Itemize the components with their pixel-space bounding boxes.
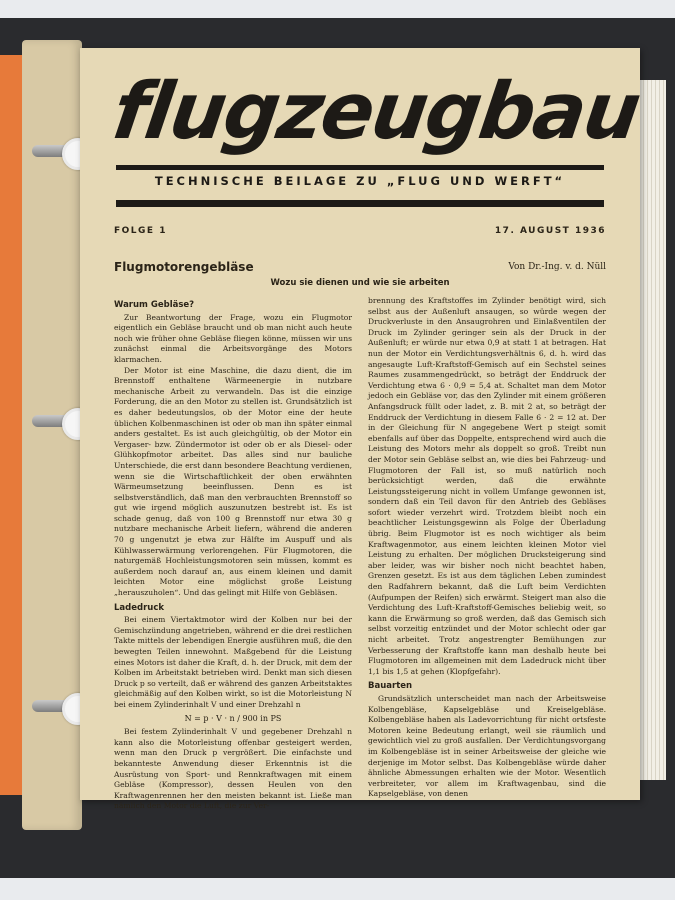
text-column-left [114,296,352,812]
paragraph: brennung des Kraftstoffes im Zylinder benötigt wird, sich selbst aus der Außenluft ansaugen, so würde wegen der Druckverluste in den Ansaugrohren und Einlaßventilen der Druck im Zylinder geringer sein als der Druck in der Außenluft; er würde nur etwa 0,9 at statt 1 at betragen. Hat nun der Motor ein Verdichtungsverhältnis 6, d. h. wird das angesaugte Luft-Kraftstoff-Gemisch auf ein Sechstel seines Raumes zusammengedrückt, so beträgt der Enddruck der Verdichtung etwa 6 · 0,9 = 5,4 at. Schaltet man dem Motor jedoch ein Gebläse vor, das den Zylinder mit einem größeren Anfangsdruck füllt oder ladet, z. B. mit 2 at, so beträgt der Enddruck der Verdichtung in diesem Falle 6 · 2 = 12 at. Der in der Gleichung für N angegebene Wert p steigt somit ebenfalls auf über das Doppelte, entsprechend wird auch die Leistung des Motors mehr als doppelt so groß. Treibt nun der Motor sein Gebläse selbst an, wie dies bei Fahrzeug- und Flugmotoren der Fall ist, so muß natürlich noch berücksichtigt werden, daß die erwähnte Leistungssteigerung nicht in vollem Umfange gewonnen ist, sondern daß ein Teil davon für den Antrieb des Gebläses sofort wieder verzehrt wird. Trotzdem bleibt noch ein beachtlicher Leistungsgewinn als Folge der Überladung übrig. Beim Flugmotor ist es noch wichtiger als beim Kraftwagenmotor, aus einem leichten kleinen Motor viel Leistung zu erhalten. Der möglichen Drucksteigerung sind aber leider, was wir bisher noch nicht beachtet haben, Grenzen gesetzt. Es ist aus dem täglichen Leben zumindest den Radfahrern bekannt, daß die Luft beim Verdichten (Aufpumpen der Reifen) sich erwärmt. Steigert man also die Verdichtung des Luft-Kraftstoff-Gemisches beliebig weit, so kann die Erwärmung so groß werden, daß das Gemisch sich selbst vorzeitig entzündet und der Motor schlecht oder gar nicht arbeitet. Trotz angestrengter Bemühungen zur Verbesserung der Kraftstoffe kann man deshalb heute bei Flugmotoren im allgemeinen mit dem Ladedruck nicht über 1,1 bis 1,5 at gehen (Klopfgefahr). [368,296,606,676]
text-column-right [368,296,606,800]
paragraph: Bei einem Viertaktmotor wird der Kolben nur bei der Gemischzündung angetrieben, während er die drei restlichen Takte mittels der lebendigen Energie ausführen muß, die den bewegten Teilen innewohnt. Maßgebend für die Leistung eines Motors ist daher die Kraft, d. h. der Druck, mit dem der Kolben im Arbeitstakt betrieben wird. Denkt man sich diesen Druck p so verteilt, daß er während des ganzen Arbeitstaktes gleichmäßig auf den Kolben wirkt, so ist die Motorleistung N bei einem Zylinderinhalt V und einer Drehzahl n [114,615,353,709]
paragraph: Der Motor ist eine Maschine, die dazu dient, die im Brennstoff enthaltene Wärmeenergie in nutzbare mechanische Arbeit zu verwandeln. Das ist die einzige Forderung, die an den Motor zu stellen ist. Grundsätzlich ist es daher bedeutungslos, ob der Motor eine der heute üblichen Kolbenmaschinen ist oder ob man ihn später einmal anders gestaltet. Es ist auch gleichgültig, ob der Motor ein Vergaser- bzw. Zündermotor ist oder ob er als Diesel- oder Glühkopfmotor arbeitet. Das alles sind nur bauliche Unterschiede, die erst dann besondere Beachtung verdienen, wenn sie die Wirtschaftlichkeit der oben erwähnten Wärmeumsetzung beeinflussen. Denn es ist selbstverständlich, daß man den verbrauchten Brennstoff so gut wie irgend möglich auszunutzen bestrebt ist. Es ist schade genug, daß von 100 g Brennstoff nur etwa 30 g nutzbare mechanische Arbeit liefern, während die anderen 70 g ungenutzt je etwa zur Hälfte im Auspuff und als Kühlwasserwärmung verlorengehen. Für Flugmotoren, die naturgemäß Hochleistungsmotoren sein müssen, kommt es außerdem noch darauf an, aus einem kleinen und damit leichten Motor eine möglichst große Leistung „herauszuholen“. Und das gelingt mit Hilfe von Gebläsen. [114,365,352,598]
article-title: Flugmotorengebläse [114,260,254,274]
issue-date: 17. AUGUST 1936 [494,226,606,236]
binder-spine [22,40,82,830]
masthead-rule-bottom [116,200,604,207]
masthead-subtitle: TECHNISCHE BEILAGE ZU „FLUG UND WERFT“ [154,174,566,188]
paragraph: Grundsätzlich unterscheidet man nach der Arbeitsweise Kolbengebläse, Kapselgebläse und Kreiselgebläse. Kolbengebläse haben als Ladevorrichtung für nicht ortsfeste Motoren keine Bedeutung erlangt, weil sie räumlich und gewichtlich viel zu groß ausfallen. Der Verdichtungsvorgang im Kolbengebläse ist in seiner Arbeitsweise der gleiche wie derjenige im Motor selbst. Das Kolbengebläse würde daher ähnliche Abmessungen erhalten wie der Motor. Wesentlich verbreiteter, vor allem im Kraftwagenbau, sind die Kapselgebläse, von denen [368,693,606,799]
issue-number: FOLGE 1 [114,226,167,236]
article-subtitle: Wozu sie dienen und wie sie arbeiten [270,278,450,288]
paragraph: Zur Beantwortung der Frage, wozu ein Flugmotor eigentlich ein Gebläse braucht und ob man nicht auch heute noch wie früher ohne Gebläse fliegen könne, müssen wir uns zunächst einmal die Arbeitsvorgänge des Motors klarmachen. [114,312,352,364]
section-heading: Bauarten [368,681,413,692]
paragraph: Bei festem Zylinderinhalt V und gegebener Drehzahl n kann also die Motorleistung offenbar gesteigert werden, wenn man den Druck p vergrößert. Die einfachste und bekannteste Anwendung dieser Erkenntnis ist die Ausrüstung von Sport- und Rennkraftwagen mit einem Gebläse (Kompressor), dessen Heulen von den Kraftwagenrennen her den meisten bekannt ist. Ließe man nämlich den Motor die Luft, die zur Ver- [114,727,352,811]
document-page [80,48,645,811]
masthead-rule-top [116,165,604,170]
article-author: Von Dr.-Ing. v. d. Nüll [508,262,606,272]
formula: N = p · V · n / 900 in PS [184,713,282,723]
section-heading: Ladedruck [114,602,165,613]
masthead-title: flugzeugbau [107,67,645,157]
section-heading: Warum Gebläse? [114,300,195,310]
